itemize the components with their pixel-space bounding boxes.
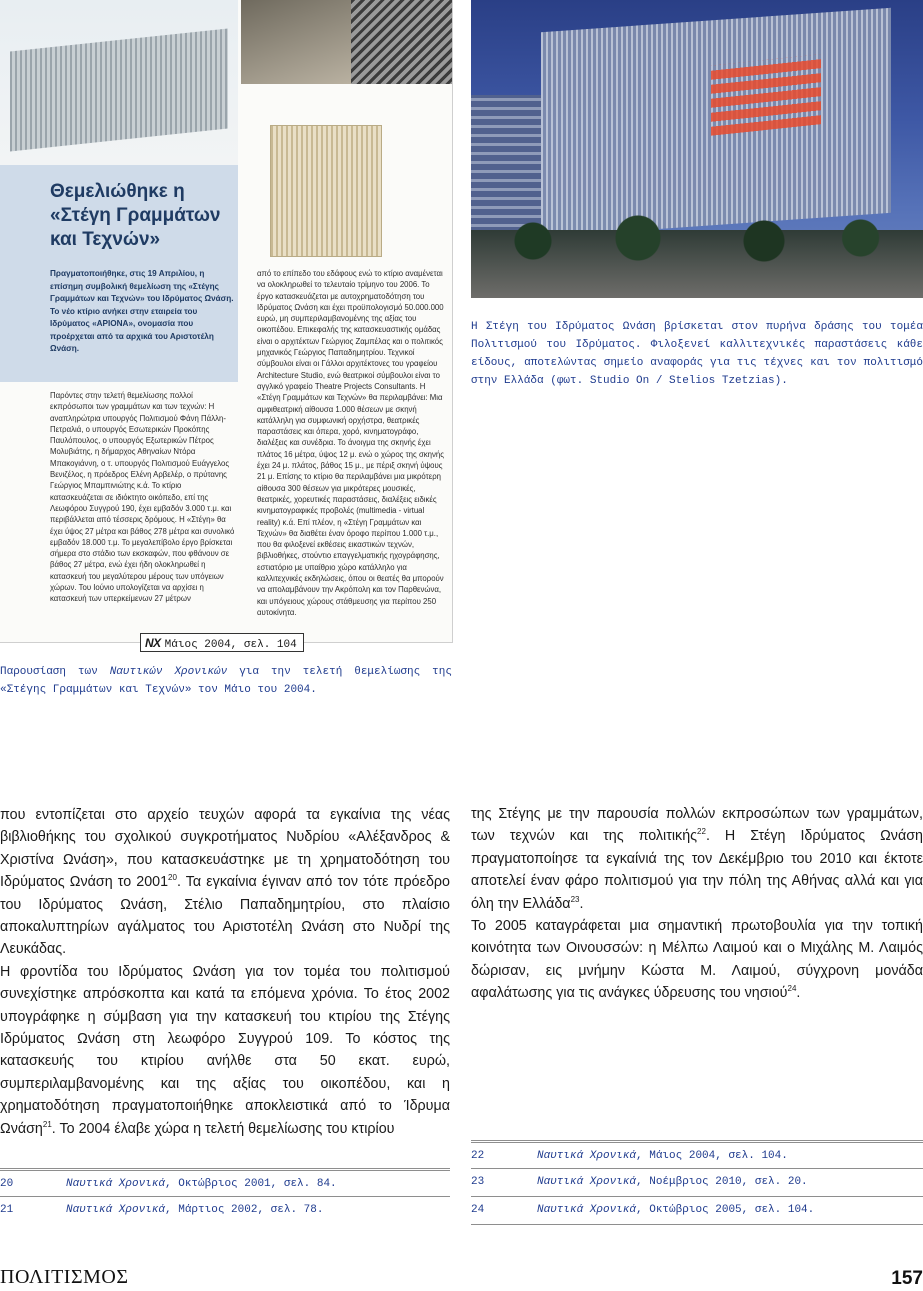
body-column-right (471, 803, 923, 1005)
caption-left-italic: Ναυτικών Χρονικών (109, 666, 228, 678)
body-right-paragraph-1: της Στέγης με την παρουσία πολλών εκπροσώπων των γραμμάτων, των τεχνών και της πολιτικής$^{22}$. Η Στέγη Ιδρύματος Ωνάση πραγματοποίησε τα εγκαίνιά της τον Δεκέμβριο του 2010 και έκτοτε αποτελεί έναν φάρο πολιτισμού για την πόλη της Αθήνας αλλά και για όλη την Ελλάδα$^{23}$. (471, 806, 923, 912)
caption-right: Η Στέγη του Ιδρύματος Ωνάση βρίσκεται στον πυρήνα δράσης του τομέα Πολιτισμού του Ιδρύματος. Φιλοξενεί καλλιτεχνικές παραστάσεις κάθε είδους, αποτελώντας σημείο αναφοράς για τις τέχνες και τον πολιτισμό στην Ελλάδα (φωτ. Studio On / Stelios Tzetzias). (471, 321, 923, 387)
section-name: ΠΟΛΙΤΙΣΜΟΣ (0, 1266, 129, 1288)
body-right-paragraph-2: Το 2005 καταγράφεται μια σημαντική πρωτοβουλία για την τοπική κοινότητα των Οινουσσών: η Μέλπω Λαιμού και ο Μιχάλης Μ. Λαιμός δώρισαν, εις μνήμην Κώστα Μ. Λαιμού, σύγχρονη μονάδα αφαλάτωσης για τις ανάγκες ύδρευσης του νησιού$^{24}$. (471, 918, 923, 1002)
nx-logo: NX (145, 636, 161, 650)
footnote-ref-21[interactable]: 21 (42, 1119, 52, 1129)
clipping-column-2-text: από το επίπεδο του εδάφους ενώ το κτίριο αναμένεται να ολοκληρωθεί το τελευταίο τρίμηνο του 2006. Το έργο κατασκευάζεται με αυτοχρηματοδότηση του Ιδρύματος Ωνάση και έχει προϋπολογισμό 50.000.000 ευρώ, μη συμπεριλαμβανομένης της αξίας του οικοπέδου. Επικεφαλής της κατασκευαστικής ομάδας είναι ο αρχιτέκτων Γεώργιος Ζαμπέλας και ο πολιτικός μηχανικός Γεώργιος Παπαδημητρίου. Τεχνικοί σύμβουλοι είναι οι Γάλλοι αρχιτέκτονες του γραφείου Architecture Studio, ενώ θεατρικοί σύμβουλοι είναι το αγγλικό γραφείο Theatre Projects Consultants. Η «Στέγη Γραμμάτων και Τεχνών» θα περιλαμβάνει: Μια αμφιθεατρική αίθουσα 1.000 θέσεων με σκηνή κατάλληλη για συμφωνική ορχήστρα, θεατρικές παραστάσεις και όπερα, χορό, κινηματογράφο, διαλέξεις και συνέδρια. Το άνοιγμα της σκηνής έχει πλάτος 16 μέτρα, ύψος 12 μ. ενώ ο χώρος της σκηνής έχει 24 μ. πλάτος, βάθος 15 μ., με πέριξ σκηνή ύψους 21 μ. Επίσης το κτίριο θα περιλαμβάνει μια μικρότερη αίθουσα 300 θέσεων για μικρότερες μουσικές, θεατρικές, χορευτικές παραστάσεις, διαλέξεις ειδικές κινηματογραφικές προβολές (multimedia - virtual reality) κ.ά. Επί πλέον, η «Στέγη Γραμμάτων και Τεχνών» θα διαθέτει έναν όροφο περίπου 1.000 τ.μ., που θα φιλοξενεί εκθέσεις εικαστικών τεχνών, βιβλιοθήκες, στούντιο επαγγελματικής ηχογράφησης, εστιατόριο με υπαίθριο χώρο κατάλληλο για καλλιτεχνικές εκδηλώσεις, όπου οι θεατές θα μπορούν να απολαμβάνουν την Ακρόπολη και τον Παρθενώνα, και υπόγειους χώρους στάθμευσης για περίπου 250 αυτοκίνητα. (257, 269, 444, 617)
caption-left (0, 663, 452, 699)
clipping-building-photo (0, 0, 238, 165)
clipping-title: Θεμελιώθηκε η «Στέγη Γραμμάτων και Τεχνών» (50, 181, 221, 250)
footnote-ref-23[interactable]: 23 (570, 894, 580, 904)
footnote-ref-24[interactable]: 24 (787, 984, 797, 994)
body-column-left (0, 804, 450, 1140)
footnote-24: 24 Ναυτικά Χρονικά, Οκτώβριος 2005, σελ. 104. (471, 1196, 923, 1225)
clipping-people-photo (241, 0, 351, 84)
onassis-stegi-photo (471, 0, 923, 298)
caption-left-prefix: Παρουσίαση των (0, 666, 110, 678)
footnote-20: 20 Ναυτικά Χρονικά, Οκτώβριος 2001, σελ. 84. (0, 1168, 450, 1198)
clipping-source-tag (140, 633, 304, 652)
clipping-column-1 (50, 390, 236, 606)
body-left-paragraph-2: Η φροντίδα του Ιδρύματος Ωνάση για τον τομέα του πολιτισμού συνεχίστηκε απρόσκοπτα και κατά τα επόμενα χρόνια. Το έτος 2002 υπογράφηκε η σύμβαση για την κατασκευή του κτιρίου της Στέγης Ιδρύματος Ωνάση στη λεωφόρο Συγγρού 109. Το κόστος της κατασκευής του κτιρίου ανήλθε στα 50 εκατ. ευρώ, συμπεριλαμβανομένης και της αξίας του οικοπέδου, και η χρηματοδότηση πραγματοποιήθηκε αποκλειστικά από το Ίδρυμα Ωνάση$^{21}$. Το 2004 έλαβε χώρα η τελετή θεμελίωσης του κτιρίου (0, 963, 450, 1137)
clipping-render-image (270, 125, 382, 257)
clipping-column-2 (257, 268, 447, 619)
clipping-source-text: Μάιος 2004, σελ. 104 (164, 639, 297, 651)
footnote-23: 23 Ναυτικά Χρονικά, Νοέμβριος 2010, σελ. 20. (471, 1168, 923, 1196)
magazine-clipping (0, 0, 453, 643)
page-number: 157 (891, 1268, 923, 1289)
clipping-lead: Πραγματοποιήθηκε, στις 19 Απριλίου, η επίσημη συμβολική θεμελίωση της «Στέγης Γραμμάτων και Τεχνών» του Ιδρύματος Ωνάση. Το νέο κτίριο ανήκει στην εταιρεία του Ιδρύματος «ΑΡΙΟΝΑ», ονομασία που προέρχεται από τα αρχικά του Αριστοτέλη Ωνάση. (50, 269, 234, 353)
clipping-stairs-photo (351, 0, 452, 84)
clipping-column-1-text: Παρόντες στην τελετή θεμελίωσης πολλοί εκπρόσωποι των γραμμάτων και των τεχνών: Η αναπληρώτρια υπουργός Πολιτισμού Φάνη Πάλλη-Πετραλιά, ο υπουργός Εσωτερικών Προκόπης Παυλόπουλος, ο υπουργός Εξωτερικών Πέτρος Μολυβιάτης, η δήμαρχος Αθηναίων Ντόρα Μπακογιάννη, ο τ. υπουργός Πολιτισμού Ευάγγελος Βενιζέλος, η πρόεδρος Ελένη Αρβελέρ, ο πρύτανης Γεώργιος Μπαμπινιώτης κ.ά. Το κτίριο κατασκευάζεται σε ιδιόκτητο οικόπεδο, επί της Λεωφόρου Συγγρού 190, έχει εμβαδόν 3.000 τ.μ. και περιβάλλεται από τέσσερις δρόμους. Η «Στέγη» θα έχει ύψος 27 μέτρα και βάθος 278 μέτρα και συνολικό εμβαδόν 18.000 τ.μ. Το μεγαλεπίβολο έργο βρίσκεται σήμερα στο στάδιο των εκσκαφών, που φθάνουν σε βάθος 27 μέτρα, ενώ έχει ήδη ολοκληρωθεί η κατασκευή του μεγαλύτερου μέρους των υπόγειων χώρων. Του Ιούνιο υπολογίζεται να αρχίσει η κατασκευή των υπερκείμενων 27 μέτρων (50, 391, 235, 604)
footnote-21: 21 Ναυτικά Χρονικά, Μάρτιος 2002, σελ. 78. (0, 1196, 450, 1224)
footnote-ref-20[interactable]: 20 (168, 873, 177, 883)
body-left-paragraph-1: που εντοπίζεται στο αρχείο τευχών αφορά τα εγκαίνια της νέας βιβλιοθήκης του σχολικού συγκροτήματος Νυδρίου «Αλέξανδρος & Χριστίνα Ωνάση», που κατασκευάστηκε με τη χρηματοδότηση του Ιδρύματος Ωνάση το 2001$^{20}$. Τα εγκαίνια έγιναν από τον τότε πρόεδρο του Ιδρύματος Ωνάση, Στέλιο Παπαδημητρίου, στο πλαίσιο αποκαλυπτηρίων αγάλματος του Αριστοτέλη Ωνάση στο Νυδρί της Λευκάδας. (0, 807, 450, 958)
footnote-22: 22 Ναυτικά Χρονικά, Μάιος 2004, σελ. 104. (471, 1140, 923, 1170)
footnote-ref-22[interactable]: 22 (697, 827, 706, 837)
caption-left-suffix: για την τελετή θεμελίωσης της «Στέγης Γραμμάτων και Τεχνών» τον Μάιο του 2004. (0, 666, 452, 696)
